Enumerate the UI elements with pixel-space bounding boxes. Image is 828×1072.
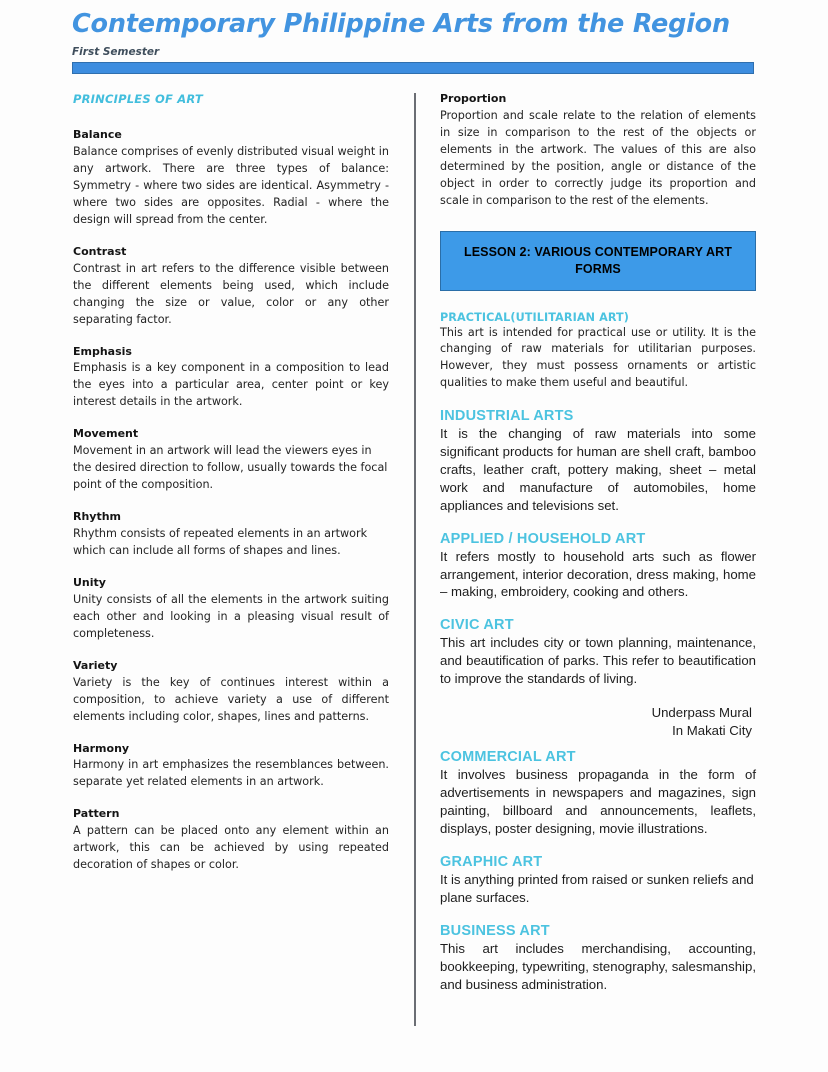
term-movement: Movement: [73, 427, 139, 441]
art-form-heading-applied-household-art: APPLIED / HOUSEHOLD ART: [440, 530, 646, 547]
header-accent-bar: [72, 62, 754, 74]
art-form-heading-commercial-art: COMMERCIAL ART: [440, 749, 576, 766]
right-column: [440, 92, 756, 1010]
art-form-body-practical-utilitarian-art: This art is intended for practical use or utility. It is the changing of raw materials for utilitarian purposes. However, they must possess ornaments or artistic qualities to make them useful and beautiful.: [440, 325, 756, 389]
definition-emphasis: Emphasis is a key component in a composition to lead the eyes into a particular area, center point or key interest details in the artwork.: [73, 361, 389, 409]
art-form-body-commercial-art: It involves business propaganda in the form of advertisements in newspapers and magazines, sign painting, billboard and announcements, leaflets, displays, poster designing, movie illustrations.: [440, 767, 756, 836]
term-balance: Balance: [73, 128, 122, 141]
art-form-body-industrial-arts: It is the changing of raw materials into some significant products for human are shell craft, bamboo crafts, leather craft, pottery making, sheet – metal work and manufacture of automobiles, home appliances and televisions set.: [440, 425, 756, 513]
section-title-principles-of-art: PRINCIPLES OF ART: [73, 92, 203, 106]
definition-pattern: A pattern can be placed onto any element within an artwork, this can be achieved by using repeated decoration of shapes or color.: [73, 824, 389, 872]
art-form-heading-civic-art: CIVIC ART: [440, 617, 514, 634]
art-form-body-graphic-art: It is anything printed from raised or sunken reliefs and plane surfaces.: [440, 871, 754, 905]
art-form-heading-graphic-art: GRAPHIC ART: [440, 853, 543, 870]
term-emphasis: Emphasis: [73, 344, 132, 358]
definition-proportion: Proportion and scale relate to the relation of elements in size in comparison to the rest of the objects or elements in the artwork. The values of this are also determined by the position, angle or distance of the object in order to correctly judge its proportion and scale in comparison to the rest of the elements.: [440, 108, 756, 207]
document-header: [72, 10, 756, 74]
image-caption-civic-art: [440, 704, 756, 739]
principles-list: [73, 128, 389, 873]
art-form-body-civic-art: This art includes city or town planning, maintenance, and beautification of parks. This refer to beautification to improve the standards of living.: [440, 635, 756, 687]
caption-line-2: In Makati City: [672, 722, 752, 738]
term-pattern: Pattern: [73, 807, 120, 821]
definition-harmony: Harmony in art emphasizes the resemblances between. separate yet related elements in an artwork.: [73, 758, 389, 789]
left-column: [73, 92, 389, 890]
art-form-body-business-art: This art includes merchandising, accounting, bookkeeping, typewriting, stenography, salesmanship, and business administration.: [440, 940, 756, 992]
lesson-2-banner-text: LESSON 2: VARIOUS CONTEMPORARY ART FORMS: [463, 244, 732, 276]
definition-unity: Unity consists of all the elements in the artwork suiting each other and looking in a pleasing visual result of completeness.: [73, 592, 389, 640]
term-unity: Unity: [73, 576, 106, 590]
definition-contrast: Contrast in art refers to the difference visible between the different elements being used, which include changing the size or value, color or any other separating factor.: [73, 261, 389, 326]
document-subtitle: First Semester: [72, 46, 160, 59]
definition-variety: Variety is the key of continues interest within a composition, to achieve variety a use of different elements including color, shapes, lines and patterns.: [73, 675, 389, 723]
term-proportion: Proportion: [440, 92, 507, 105]
definition-movement: Movement in an artwork will lead the viewers eyes in the desired direction to follow, usually towards the focal point of the composition.: [73, 444, 388, 492]
term-rhythm: Rhythm: [73, 510, 122, 524]
art-form-heading-business-art: BUSINESS ART: [440, 922, 550, 939]
art-form-heading-industrial-arts: INDUSTRIAL ARTS: [440, 407, 574, 424]
page-title: Contemporary Philippine Arts from the Region: [72, 9, 730, 39]
column-divider: [414, 93, 416, 1026]
term-variety: Variety: [73, 658, 118, 672]
lesson-2-banner: [440, 231, 756, 291]
caption-line-1: Underpass Mural: [651, 705, 752, 721]
definition-balance: Balance comprises of evenly distributed visual weight in any artwork. There are three types of balance: Symmetry - where two sides are identical. Asymmetry - where two sides are opposites. Radial - where the design will spread from the center.: [73, 144, 389, 226]
term-harmony: Harmony: [73, 741, 130, 755]
term-contrast: Contrast: [73, 244, 127, 258]
definition-rhythm: Rhythm consists of repeated elements in an artwork which can include all forms of shapes and lines.: [73, 526, 368, 557]
art-forms-list: [440, 311, 756, 994]
art-form-body-applied-household-art: It refers mostly to household arts such as flower arrangement, interior decoration, dress making, home – making, embroidery, cooking and others.: [440, 548, 756, 600]
art-form-heading-practical-utilitarian-art: PRACTICAL(UTILITARIAN ART): [440, 310, 629, 324]
